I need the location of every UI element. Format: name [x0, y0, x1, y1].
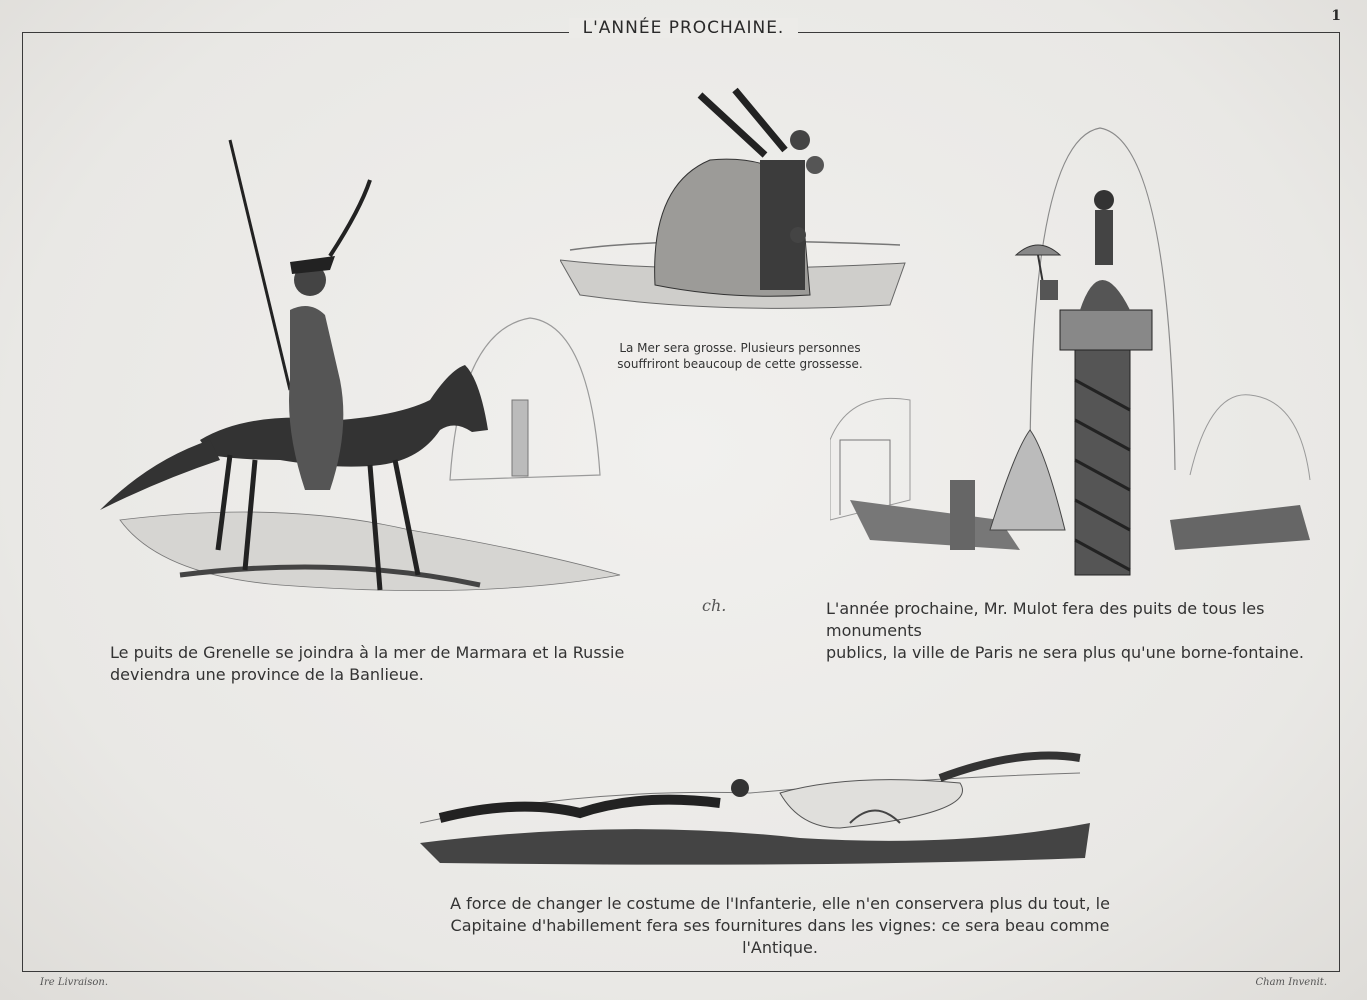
column-caption-line-1: L'année prochaine, Mr. Mulot fera des puits de tous les monuments: [826, 599, 1265, 640]
column-caption: [826, 598, 1336, 664]
rider-caption-line-1: Le puits de Grenelle se joindra à la mer de Marmara et la Russie: [110, 643, 625, 662]
footer-artist-credit: Cham Invenit.: [1255, 977, 1327, 988]
sea-caption-line-1: La Mer sera grosse. Plusieurs personnes: [619, 341, 861, 355]
infantry-caption-line-2: Capitaine d'habillement fera ses fournitures dans les vignes: ce sera beau comme l'Antique.: [450, 916, 1110, 957]
rider-caption: [110, 642, 630, 686]
artist-initials: ch.: [702, 596, 727, 615]
plate-number: 1: [1331, 8, 1341, 24]
rider-caption-line-2: deviendra une province de la Banlieue.: [110, 665, 424, 684]
column-caption-line-2: publics, la ville de Paris ne sera plus qu'une borne-fontaine.: [826, 643, 1304, 662]
column-illustration: [830, 120, 1330, 585]
sea-caption-line-2: souffriront beaucoup de cette grossesse.: [617, 357, 863, 371]
plate-title: L'ANNÉE PROCHAINE.: [0, 18, 1367, 38]
infantry-illustration: [420, 748, 1100, 868]
footer-livraison: Ire Livraison.: [40, 977, 109, 988]
infantry-caption: [420, 893, 1140, 959]
rider-illustration: [80, 130, 640, 610]
infantry-caption-line-1: A force de changer le costume de l'Infanterie, elle n'en conservera plus du tout, le: [450, 894, 1110, 913]
